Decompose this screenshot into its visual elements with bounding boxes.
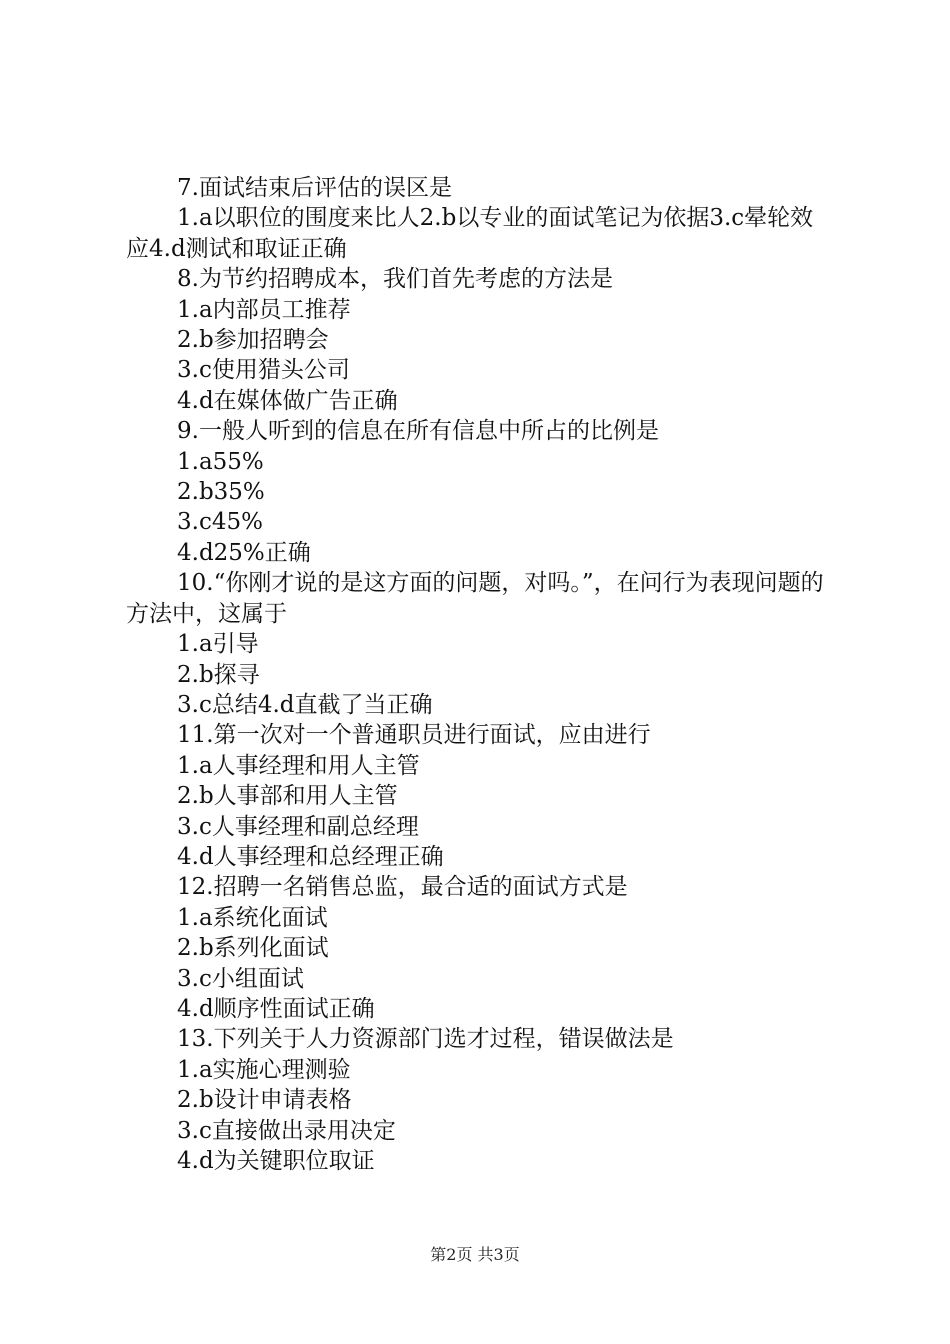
paragraph-line: 4.d顺序性面试正确 (177, 995, 375, 1022)
paragraph-line: 1.a引导 (177, 631, 259, 658)
paragraph-line: 10.“你刚才说的是这方面的问题，对吗。”，在问行为表现问题的方法中，这属于 (126, 570, 824, 627)
paragraph-line: 3.c总结4.d直截了当正确 (177, 691, 433, 718)
paragraph-line: 3.c小组面试 (177, 965, 304, 992)
paragraph-line: 2.b系列化面试 (177, 935, 329, 962)
document-body (126, 173, 836, 1176)
paragraph-line: 4.d在媒体做广告正确 (177, 387, 398, 414)
paragraph-line: 1.a以职位的围度来比人2.b以专业的面试笔记为依据3.c晕轮效应4.d测试和取证正确 (126, 205, 814, 262)
paragraph-line: 2.b探寻 (177, 661, 260, 688)
paragraph-line: 1.a系统化面试 (177, 904, 328, 931)
paragraph-line: 2.b人事部和用人主管 (177, 783, 398, 810)
paragraph-line: 4.d25%正确 (177, 539, 311, 566)
paragraph-line: 1.a实施心理测验 (177, 1056, 351, 1083)
paragraph-line: 7.面试结束后评估的误区是 (177, 175, 452, 201)
paragraph-line: 9.一般人听到的信息在所有信息中所占的比例是 (177, 418, 659, 445)
paragraph-line: 4.d人事经理和总经理正确 (177, 843, 444, 870)
paragraph-line: 3.c45% (177, 509, 263, 536)
paragraph-line: 1.a人事经理和用人主管 (177, 752, 420, 779)
paragraph-line: 3.c直接做出录用决定 (177, 1117, 396, 1144)
page-footer: 第2页 共3页 (430, 1245, 520, 1264)
paragraph-line: 2.b参加招聘会 (177, 327, 329, 354)
paragraph-line: 12.招聘一名销售总监，最合适的面试方式是 (177, 874, 628, 901)
paragraph-line: 4.d为关键职位取证 (177, 1148, 375, 1174)
paragraph-line: 2.b35% (177, 479, 265, 506)
paragraph-line: 3.c人事经理和副总经理 (177, 813, 419, 840)
paragraph-line: 11.第一次对一个普通职员进行面试，应由进行 (177, 722, 651, 749)
paragraph-line: 3.c使用猎头公司 (177, 357, 350, 384)
paragraph-line: 8.为节约招聘成本，我们首先考虑的方法是 (177, 266, 613, 293)
paragraph-line: 1.a55% (177, 448, 264, 475)
paragraph-line: 1.a内部员工推荐 (177, 296, 351, 323)
paragraph-line: 13.下列关于人力资源部门选才过程，错误做法是 (177, 1026, 674, 1053)
paragraph-line: 2.b设计申请表格 (177, 1087, 352, 1114)
